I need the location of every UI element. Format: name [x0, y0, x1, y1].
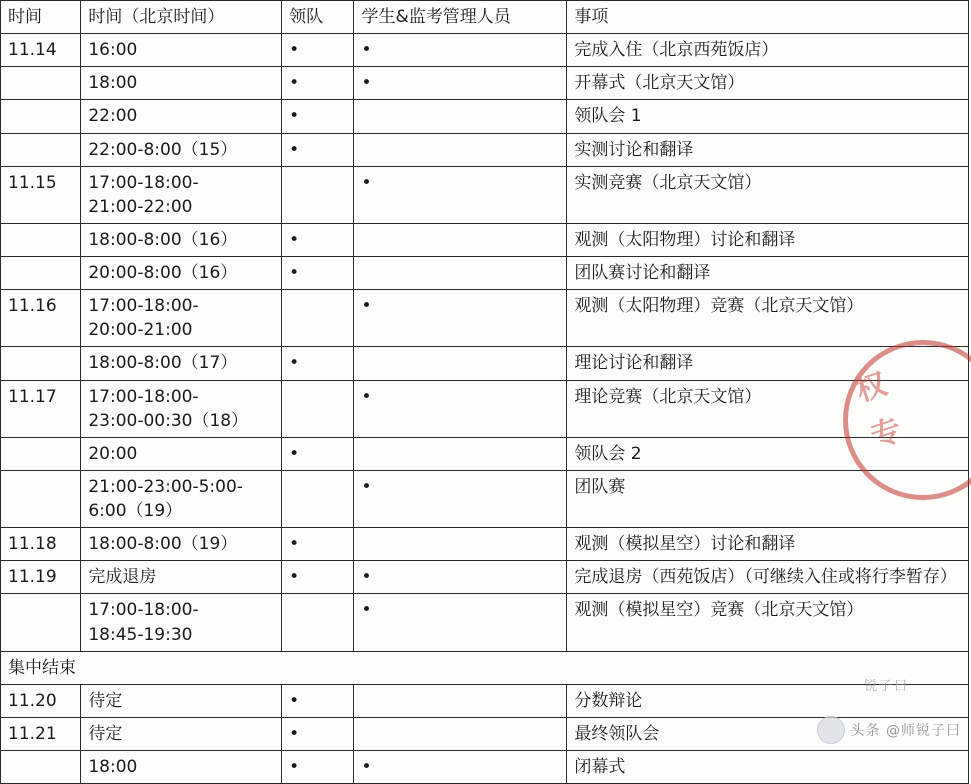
cell-item: 实测讨论和翻译 — [567, 133, 969, 166]
table-row — [1, 290, 969, 347]
column-header-staff: 学生&监考管理人员 — [354, 1, 567, 34]
table-row — [1, 470, 969, 527]
cell-time: 18:00 — [81, 67, 282, 100]
cell-time: 待定 — [81, 717, 282, 750]
cell-staff: • — [354, 34, 567, 67]
cell-leader: • — [282, 561, 354, 594]
cell-date — [1, 470, 81, 527]
cell-time: 18:00-8:00（17） — [81, 347, 282, 380]
cell-item: 完成退房（西苑饭店）（可继续入住或将行李暂存） — [567, 561, 969, 594]
table-row — [1, 67, 969, 100]
cell-date: 11.21 — [1, 717, 81, 750]
cell-time: 22:00 — [81, 100, 282, 133]
section-divider-label: 集中结束 — [1, 651, 969, 684]
table-row — [1, 100, 969, 133]
cell-staff — [354, 684, 567, 717]
table-row — [1, 594, 969, 651]
cell-leader: • — [282, 751, 354, 784]
cell-staff — [354, 717, 567, 750]
table-row — [1, 380, 969, 437]
cell-staff: • — [354, 561, 567, 594]
section-divider-row — [1, 651, 969, 684]
cell-leader: • — [282, 257, 354, 290]
cell-leader: • — [282, 133, 354, 166]
cell-date: 11.14 — [1, 34, 81, 67]
column-header-date: 时间 — [1, 1, 81, 34]
column-header-time: 时间（北京时间） — [81, 1, 282, 34]
cell-date — [1, 100, 81, 133]
cell-item: 理论竞赛（北京天文馆） — [567, 380, 969, 437]
cell-leader: • — [282, 717, 354, 750]
cell-staff — [354, 100, 567, 133]
cell-time: 18:00 — [81, 751, 282, 784]
cell-item: 完成入住（北京西苑饭店） — [567, 34, 969, 67]
cell-leader: • — [282, 347, 354, 380]
cell-time: 20:00 — [81, 437, 282, 470]
cell-date — [1, 133, 81, 166]
cell-staff — [354, 257, 567, 290]
cell-staff: • — [354, 470, 567, 527]
table-row — [1, 133, 969, 166]
cell-staff — [354, 133, 567, 166]
cell-date — [1, 67, 81, 100]
cell-staff: • — [354, 67, 567, 100]
cell-staff — [354, 528, 567, 561]
cell-date: 11.16 — [1, 290, 81, 347]
table-row — [1, 717, 969, 750]
watermark-secondary: 锐子曰 — [863, 679, 909, 694]
cell-staff: • — [354, 751, 567, 784]
cell-item: 分数辩论 — [567, 684, 969, 717]
cell-leader — [282, 290, 354, 347]
watermark-text: 头条 @师锐子曰 — [850, 723, 961, 739]
table-row — [1, 257, 969, 290]
table-row — [1, 684, 969, 717]
table-row — [1, 751, 969, 784]
cell-staff: • — [354, 380, 567, 437]
cell-leader — [282, 594, 354, 651]
cell-leader: • — [282, 437, 354, 470]
cell-time: 16:00 — [81, 34, 282, 67]
cell-date — [1, 347, 81, 380]
cell-time: 待定 — [81, 684, 282, 717]
cell-time: 21:00-23:00-5:00- 6:00（19） — [81, 470, 282, 527]
cell-item: 最终领队会 — [567, 717, 969, 750]
cell-time: 18:00-8:00（19） — [81, 528, 282, 561]
cell-date — [1, 751, 81, 784]
cell-date: 11.20 — [1, 684, 81, 717]
cell-time: 18:00-8:00（16） — [81, 223, 282, 256]
table-row — [1, 223, 969, 256]
column-header-item: 事项 — [567, 1, 969, 34]
cell-item: 观测（模拟星空）讨论和翻译 — [567, 528, 969, 561]
table-row — [1, 561, 969, 594]
table-row — [1, 347, 969, 380]
cell-item: 团队赛 — [567, 470, 969, 527]
cell-date — [1, 257, 81, 290]
cell-time: 22:00-8:00（15） — [81, 133, 282, 166]
cell-date — [1, 223, 81, 256]
cell-leader — [282, 470, 354, 527]
table-row — [1, 437, 969, 470]
cell-date: 11.17 — [1, 380, 81, 437]
cell-time: 20:00-8:00（16） — [81, 257, 282, 290]
cell-staff: • — [354, 290, 567, 347]
cell-date: 11.19 — [1, 561, 81, 594]
table-row — [1, 166, 969, 223]
cell-leader — [282, 166, 354, 223]
cell-leader: • — [282, 34, 354, 67]
cell-date — [1, 594, 81, 651]
cell-leader: • — [282, 223, 354, 256]
cell-item: 观测（太阳物理）竞赛（北京天文馆） — [567, 290, 969, 347]
seal-text: 权 专 — [851, 366, 908, 455]
cell-item: 开幕式（北京天文馆） — [567, 67, 969, 100]
cell-time: 17:00-18:00- 20:00-21:00 — [81, 290, 282, 347]
cell-time: 完成退房 — [81, 561, 282, 594]
cell-date — [1, 437, 81, 470]
cell-date: 11.18 — [1, 528, 81, 561]
table-row — [1, 34, 969, 67]
cell-item: 闭幕式 — [567, 751, 969, 784]
cell-time: 17:00-18:00- 18:45-19:30 — [81, 594, 282, 651]
cell-item: 领队会 2 — [567, 437, 969, 470]
cell-staff — [354, 437, 567, 470]
cell-date: 11.15 — [1, 166, 81, 223]
cell-staff: • — [354, 594, 567, 651]
cell-item: 观测（太阳物理）讨论和翻译 — [567, 223, 969, 256]
cell-staff — [354, 347, 567, 380]
cell-item: 观测（模拟星空）竞赛（北京天文馆） — [567, 594, 969, 651]
cell-leader: • — [282, 67, 354, 100]
cell-item: 领队会 1 — [567, 100, 969, 133]
table-row — [1, 528, 969, 561]
cell-leader: • — [282, 684, 354, 717]
cell-staff: • — [354, 166, 567, 223]
cell-leader: • — [282, 100, 354, 133]
cell-item: 实测竞赛（北京天文馆） — [567, 166, 969, 223]
cell-item: 理论讨论和翻译 — [567, 347, 969, 380]
cell-staff — [354, 223, 567, 256]
table-header-row — [1, 1, 969, 34]
cell-item: 团队赛讨论和翻译 — [567, 257, 969, 290]
cell-leader: • — [282, 528, 354, 561]
cell-time: 17:00-18:00- 21:00-22:00 — [81, 166, 282, 223]
cell-leader — [282, 380, 354, 437]
column-header-leader: 领队 — [282, 1, 354, 34]
cell-time: 17:00-18:00- 23:00-00:30（18） — [81, 380, 282, 437]
